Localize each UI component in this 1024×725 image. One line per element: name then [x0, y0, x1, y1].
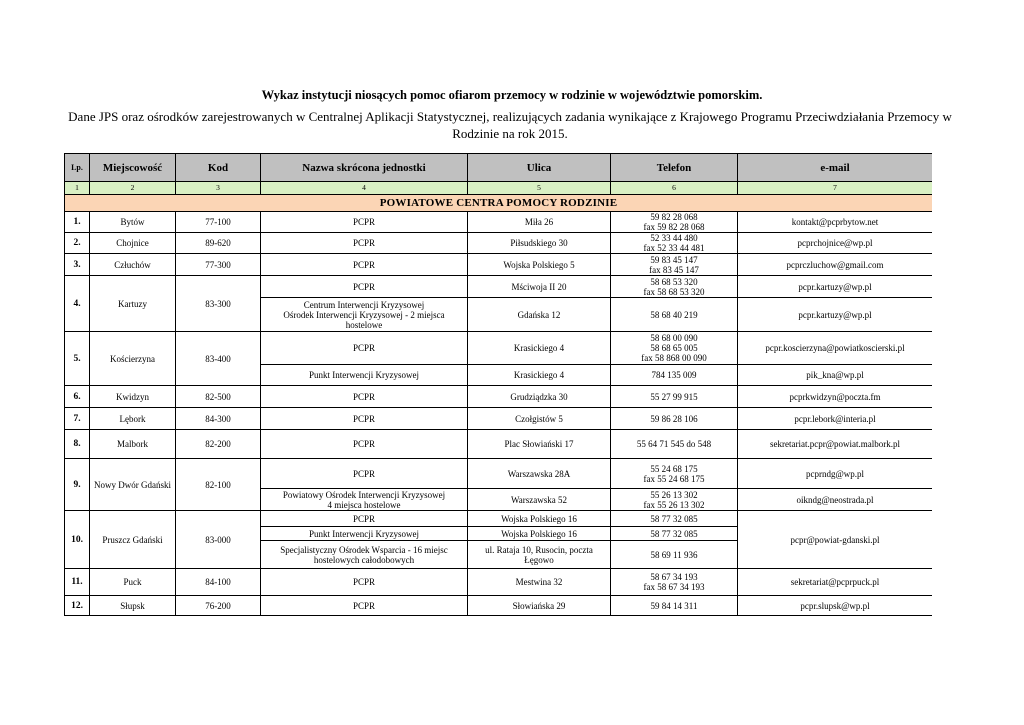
postal-code-cell-line: 84-300: [205, 413, 231, 424]
unit-name-cell: [261, 459, 468, 489]
phone-cell: [611, 541, 738, 569]
phone-cell: [611, 386, 738, 408]
row-number: [65, 430, 90, 459]
street-cell: [468, 527, 611, 541]
email-cell: [738, 489, 933, 511]
postal-code-cell-line: 84-100: [205, 577, 231, 587]
city-cell-line: Puck: [123, 577, 142, 587]
email-cell-line: pcpr.kartuzy@wp.pl: [798, 281, 872, 292]
unit-name-cell-line: Powiatowy Ośrodek Interwencji Kryzysowej: [282, 489, 446, 500]
table-row: [65, 386, 933, 408]
phone-cell: [611, 489, 738, 511]
street-cell: [468, 298, 611, 332]
city-cell-line: Słupsk: [120, 600, 145, 611]
city-cell-line: Pruszcz Gdański: [102, 534, 163, 545]
email-cell: [738, 459, 933, 489]
city-cell-line: Lębork: [119, 413, 146, 424]
unit-name-cell-line: Punkt Interwencji Kryzysowej: [309, 370, 419, 380]
row-number-line: 11.: [71, 577, 83, 587]
unit-name-cell-line: PCPR: [352, 391, 376, 402]
postal-code-cell-line: 89-620: [205, 238, 231, 248]
city-cell: [90, 408, 176, 430]
table-row: [65, 233, 933, 254]
street-cell-line: Miła 26: [524, 217, 554, 227]
row-number: [65, 459, 90, 511]
city-cell: [90, 511, 176, 569]
email-cell-line: kontakt@pcprbytow.net: [791, 217, 879, 227]
email-cell: [738, 276, 933, 298]
street-cell: [468, 276, 611, 298]
phone-cell-line: fax 55 26 13 302: [643, 499, 705, 510]
unit-name-cell: [261, 596, 468, 616]
unit-name-cell-line: Ośrodek Interwencji Kryzysowej - 2 miejsca: [283, 309, 445, 320]
email-cell: [738, 254, 933, 276]
unit-name-cell-line: PCPR: [352, 281, 376, 292]
postal-code-cell: [176, 459, 261, 511]
column-number: 1: [65, 182, 90, 195]
phone-cell: [611, 569, 738, 596]
table-row: [65, 569, 933, 596]
phone-cell-line: 58 68 00 090: [650, 333, 698, 343]
email-cell-line: pcprczluchow@gmail.com: [786, 259, 884, 270]
phone-cell: [611, 276, 738, 298]
phone-cell-line: 784 135 009: [651, 370, 697, 380]
row-number-line: 6.: [73, 391, 81, 402]
section-header-row: [65, 195, 933, 212]
email-cell-line: pcpr.lebork@interia.pl: [794, 413, 876, 424]
postal-code-cell: [176, 569, 261, 596]
city-cell-line: Bytów: [120, 217, 145, 227]
phone-cell-line: 52 33 44 480: [650, 233, 698, 243]
email-cell-line: pcpr.koscierzyna@powiatkoscierski.pl: [765, 343, 905, 353]
institutions-table: [64, 153, 932, 616]
unit-name-cell: [261, 527, 468, 541]
unit-name-cell-line: PCPR: [352, 577, 376, 587]
unit-name-cell: [261, 489, 468, 511]
unit-name-cell-line: PCPR: [352, 600, 376, 611]
unit-name-cell-line: hostelowe: [345, 319, 383, 330]
postal-code-cell: [176, 254, 261, 276]
phone-cell: [611, 254, 738, 276]
email-cell: [738, 332, 933, 365]
postal-code-cell-line: 83-400: [205, 353, 231, 364]
phone-cell: [611, 527, 738, 541]
city-cell: [90, 233, 176, 254]
phone-cell-line: 58 68 65 005: [650, 343, 698, 353]
street-cell-line: Mestwina 32: [515, 577, 563, 587]
street-cell-line: Gdańska 12: [517, 309, 561, 320]
row-number: [65, 408, 90, 430]
postal-code-cell-line: 82-500: [205, 391, 231, 402]
unit-name-cell-line: PCPR: [352, 468, 376, 479]
column-number: 6: [611, 182, 738, 195]
street-cell: [468, 459, 611, 489]
unit-name-cell: [261, 408, 468, 430]
postal-code-cell-line: 77-100: [205, 217, 231, 227]
phone-cell-line: 59 84 14 311: [650, 600, 698, 611]
email-cell-line: pik_kna@wp.pl: [806, 370, 864, 380]
email-cell-line: sekretariat.pcpr@powiat.malbork.pl: [770, 439, 900, 449]
unit-name-cell: [261, 212, 468, 233]
street-cell: [468, 233, 611, 254]
phone-cell: [611, 233, 738, 254]
street-cell-line: Grudziądzka 30: [510, 391, 568, 402]
row-number-line: 8.: [73, 439, 81, 449]
postal-code-cell-line: 83-000: [205, 534, 231, 545]
postal-code-cell: [176, 212, 261, 233]
city-cell-line: Kwidzyn: [116, 391, 149, 402]
phone-cell-line: fax 83 45 147: [649, 264, 699, 275]
city-cell-line: Kościerzyna: [110, 353, 155, 364]
phone-cell-line: fax 58 868 00 090: [641, 353, 707, 363]
phone-cell-line: 59 86 28 106: [650, 413, 698, 424]
unit-name-cell-line: PCPR: [352, 513, 376, 524]
street-cell: [468, 386, 611, 408]
phone-cell-line: 55 64 71 545 do 548: [636, 439, 712, 449]
street-cell: [468, 212, 611, 233]
city-cell-line: Chojnice: [116, 238, 149, 248]
city-cell: [90, 596, 176, 616]
email-cell: [738, 408, 933, 430]
street-cell-line: ul. Rataja 10, Rusocin, poczta: [485, 544, 593, 555]
header-city: Miejscowość: [90, 154, 176, 182]
email-cell-line: pcprndg@wp.pl: [805, 468, 865, 479]
unit-name-cell: [261, 254, 468, 276]
unit-name-cell: [261, 233, 468, 254]
row-number: [65, 254, 90, 276]
row-number: [65, 386, 90, 408]
row-number-line: 9.: [73, 479, 81, 490]
street-cell-line: Mściwoja II 20: [511, 281, 567, 292]
unit-name-cell-line: PCPR: [352, 439, 376, 449]
row-number-line: 10.: [71, 534, 83, 545]
email-cell: [738, 386, 933, 408]
table-row: [65, 332, 933, 365]
postal-code-cell: [176, 386, 261, 408]
unit-name-cell-line: Punkt Interwencji Kryzysowej: [309, 528, 419, 539]
postal-code-cell-line: 83-300: [205, 298, 231, 309]
city-cell: [90, 459, 176, 511]
phone-cell-line: fax 58 67 34 193: [643, 582, 705, 592]
city-cell-line: Malbork: [117, 439, 148, 449]
column-number-row: [65, 182, 933, 195]
unit-name-cell-line: hostelowych całodobowych: [313, 554, 415, 565]
email-cell-line: oikndg@neostrada.pl: [796, 494, 874, 505]
table-row: [65, 276, 933, 298]
email-cell: [738, 596, 933, 616]
column-number: 3: [176, 182, 261, 195]
document-title: Wykaz instytucji niosących pomoc ofiarom przemocy w rodzinie w województwie pomorskim.: [261, 88, 763, 102]
email-cell-line: sekretariat@pcprpuck.pl: [790, 577, 880, 587]
phone-cell-line: fax 59 82 28 068: [643, 222, 705, 232]
email-cell: [738, 298, 933, 332]
phone-cell-line: 58 68 53 320: [650, 276, 698, 287]
table-row: [65, 511, 933, 527]
phone-cell: [611, 430, 738, 459]
table-row: [65, 408, 933, 430]
phone-cell: [611, 212, 738, 233]
phone-cell-line: 58 68 40 219: [650, 309, 698, 320]
postal-code-cell-line: 82-200: [205, 439, 231, 449]
unit-name-cell-line: PCPR: [352, 413, 376, 424]
phone-cell-line: 55 26 13 302: [650, 489, 698, 500]
street-cell: [468, 489, 611, 511]
street-cell: [468, 596, 611, 616]
street-cell: [468, 541, 611, 569]
row-number: [65, 233, 90, 254]
section-title: POWIATOWE CENTRA POMOCY RODZINIE: [65, 195, 933, 212]
city-cell: [90, 569, 176, 596]
table-body: [65, 212, 933, 616]
row-number-line: 12.: [71, 600, 83, 611]
phone-cell-line: fax 58 68 53 320: [643, 286, 705, 297]
header-phone: Telefon: [611, 154, 738, 182]
city-cell-line: Człuchów: [114, 259, 151, 270]
header-email: e-mail: [738, 154, 933, 182]
city-cell: [90, 386, 176, 408]
postal-code-cell-line: 77-300: [205, 259, 231, 270]
email-cell-line: pcprkwidzyn@poczta.fm: [789, 391, 881, 402]
column-number: 5: [468, 182, 611, 195]
row-number-line: 7.: [73, 413, 81, 424]
phone-cell: [611, 511, 738, 527]
email-cell-line: pcprchojnice@wp.pl: [797, 238, 873, 248]
street-cell-line: Plac Słowiański 17: [504, 439, 574, 449]
table-row: [65, 459, 933, 489]
city-cell-line: Nowy Dwór Gdański: [94, 479, 171, 490]
street-cell-line: Krasickiego 4: [513, 343, 565, 353]
unit-name-cell-line: PCPR: [352, 343, 376, 353]
row-number: [65, 511, 90, 569]
header-code: Kod: [176, 154, 261, 182]
table-header-row: [65, 154, 933, 182]
street-cell-line: Piłsudskiego 30: [510, 238, 568, 248]
row-number-line: 3.: [73, 259, 81, 270]
unit-name-cell: [261, 569, 468, 596]
email-cell: [738, 233, 933, 254]
email-cell: [738, 511, 933, 569]
street-cell: [468, 430, 611, 459]
email-cell-line: pcpr.kartuzy@wp.pl: [798, 309, 872, 320]
street-cell: [468, 569, 611, 596]
postal-code-cell-line: 76-200: [205, 600, 231, 611]
unit-name-cell-line: 4 miejsca hostelowe: [327, 499, 401, 510]
postal-code-cell: [176, 511, 261, 569]
street-cell: [468, 511, 611, 527]
row-number: [65, 276, 90, 332]
street-cell-line: Krasickiego 4: [513, 370, 565, 380]
postal-code-cell: [176, 276, 261, 332]
unit-name-cell: [261, 511, 468, 527]
postal-code-cell: [176, 408, 261, 430]
row-number: [65, 332, 90, 386]
postal-code-cell-line: 82-100: [205, 479, 231, 490]
phone-cell-line: fax 55 24 68 175: [643, 473, 705, 484]
table-row: [65, 430, 933, 459]
street-cell-line: Warszawska 52: [510, 494, 567, 505]
phone-cell-line: 58 77 32 085: [650, 528, 698, 539]
phone-cell-line: 58 69 11 936: [650, 549, 698, 560]
phone-cell-line: 55 24 68 175: [650, 463, 698, 474]
document-subtitle: Dane JPS oraz ośrodków zarejestrowanych w Centralnej Aplikacji Statystycznej, realizujących zadania wynikające z Krajowego Programu Przeciwdziałania Przemocy w Rodzinie na rok 2015.: [68, 109, 952, 141]
header-unit-name: Nazwa skrócona jednostki: [261, 154, 468, 182]
postal-code-cell: [176, 596, 261, 616]
row-number-line: 2.: [73, 238, 81, 248]
email-cell: [738, 569, 933, 596]
row-number-line: 1.: [73, 217, 81, 227]
street-cell: [468, 365, 611, 386]
row-number: [65, 569, 90, 596]
unit-name-cell: [261, 332, 468, 365]
column-number: 4: [261, 182, 468, 195]
street-cell-line: Wojska Polskiego 5: [503, 259, 575, 270]
street-cell: [468, 332, 611, 365]
phone-cell-line: 58 67 34 193: [650, 572, 698, 582]
phone-cell: [611, 332, 738, 365]
unit-name-cell: [261, 386, 468, 408]
street-cell-line: Łęgowo: [524, 554, 554, 565]
table-row: [65, 254, 933, 276]
row-number: [65, 596, 90, 616]
postal-code-cell: [176, 233, 261, 254]
unit-name-cell-line: PCPR: [352, 238, 376, 248]
street-cell-line: Warszawska 28A: [507, 468, 571, 479]
street-cell: [468, 408, 611, 430]
city-cell: [90, 332, 176, 386]
city-cell: [90, 254, 176, 276]
phone-cell: [611, 408, 738, 430]
city-cell-line: Kartuzy: [118, 298, 147, 309]
city-cell: [90, 212, 176, 233]
row-number: [65, 212, 90, 233]
institutions-table-viewport: [64, 153, 932, 632]
row-number-line: 5.: [73, 353, 81, 364]
phone-cell: [611, 596, 738, 616]
unit-name-cell-line: PCPR: [352, 259, 376, 270]
street-cell-line: Wojska Polskiego 16: [501, 513, 577, 524]
header-street: Ulica: [468, 154, 611, 182]
phone-cell: [611, 459, 738, 489]
unit-name-cell: [261, 298, 468, 332]
phone-cell: [611, 365, 738, 386]
city-cell: [90, 430, 176, 459]
unit-name-cell-line: Centrum Interwencji Kryzysowej: [303, 299, 425, 310]
unit-name-cell-line: PCPR: [352, 217, 376, 227]
postal-code-cell: [176, 430, 261, 459]
phone-cell-line: 59 82 28 068: [650, 212, 698, 222]
phone-cell-line: 58 77 32 085: [650, 513, 698, 524]
table-row: [65, 596, 933, 616]
table-row: [65, 212, 933, 233]
email-cell-line: pcpr@powiat-gdanski.pl: [790, 534, 880, 545]
email-cell: [738, 365, 933, 386]
email-cell: [738, 212, 933, 233]
phone-cell: [611, 298, 738, 332]
street-cell-line: Czołgistów 5: [515, 413, 563, 424]
street-cell-line: Wojska Polskiego 16: [501, 528, 577, 539]
row-number-line: 4.: [73, 298, 81, 309]
unit-name-cell: [261, 541, 468, 569]
unit-name-cell-line: Specjalistyczny Ośrodek Wsparcia - 16 miejsc: [280, 544, 448, 555]
phone-cell-line: 55 27 99 915: [650, 391, 698, 402]
phone-cell-line: fax 52 33 44 481: [643, 243, 705, 253]
postal-code-cell: [176, 332, 261, 386]
column-number: 7: [738, 182, 933, 195]
unit-name-cell: [261, 365, 468, 386]
column-number: 2: [90, 182, 176, 195]
unit-name-cell: [261, 276, 468, 298]
header-lp: Lp.: [65, 154, 90, 182]
email-cell-line: pcpr.slupsk@wp.pl: [800, 600, 870, 611]
phone-cell-line: 59 83 45 147: [650, 254, 698, 265]
street-cell-line: Słowiańska 29: [512, 600, 566, 611]
unit-name-cell: [261, 430, 468, 459]
street-cell: [468, 254, 611, 276]
email-cell: [738, 430, 933, 459]
city-cell: [90, 276, 176, 332]
